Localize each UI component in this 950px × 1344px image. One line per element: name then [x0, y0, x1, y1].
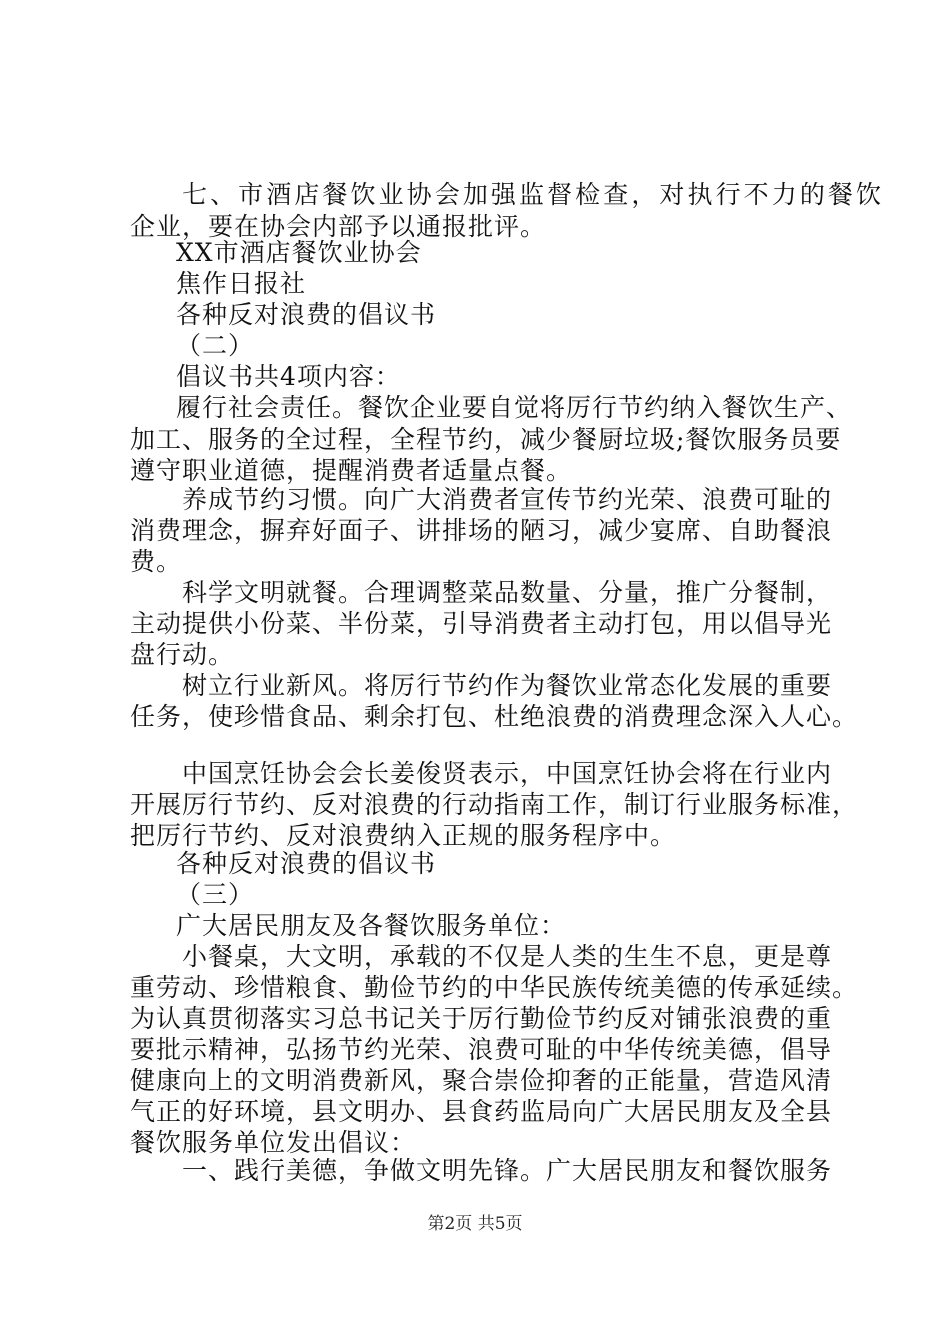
text-line: 焦作日报社 [176, 269, 307, 298]
text-line: 加工、服务的全过程，全程节约，减少餐厨垃圾;餐饮服务员要 [130, 425, 842, 454]
text-line: 主动提供小份菜、半份菜，引导消费者主动打包，用以倡导光 [130, 609, 833, 638]
text-line: 餐饮服务单位发出倡议： [130, 1128, 417, 1157]
text-line: （三） [176, 880, 255, 909]
text-line: 要批示精神，弘扬节约光荣、浪费可耻的中华传统美德，倡导 [130, 1035, 833, 1064]
text-line: 气正的好环境，县文明办、县食药监局向广大居民朋友及全县 [130, 1097, 833, 1126]
text-line: 为认真贯彻落实习总书记关于厉行勤俭节约反对铺张浪费的重 [130, 1004, 833, 1033]
text-line: 广大居民朋友及各餐饮服务单位： [176, 911, 567, 940]
text-line: 科学文明就餐。合理调整菜品数量、分量，推广分餐制， [182, 578, 833, 607]
text-line: 企业，要在协会内部予以通报批评。 [130, 212, 547, 241]
text-line: 一、践行美德，争做文明先锋。广大居民朋友和餐饮服务 [182, 1156, 833, 1185]
text-line: 把厉行节约、反对浪费纳入正规的服务程序中。 [130, 821, 677, 850]
text-line: 遵守职业道德，提醒消费者适量点餐。 [130, 456, 573, 485]
text-line: 任务，使珍惜食品、剩余打包、杜绝浪费的消费理念深入人心。 [130, 702, 859, 731]
text-line: 各种反对浪费的倡议书 [176, 849, 437, 878]
text-line: 中国烹饪协会会长姜俊贤表示，中国烹饪协会将在行业内 [182, 759, 833, 788]
text-line: 盘行动。 [130, 640, 235, 669]
text-line: 消费理念，摒弃好面子、讲排场的陋习，减少宴席、自助餐浪 [130, 516, 833, 545]
text-line: （二） [176, 331, 255, 360]
text-line: 树立行业新风。将厉行节约作为餐饮业常态化发展的重要 [182, 671, 833, 700]
text-line: 各种反对浪费的倡议书 [176, 300, 437, 329]
text-line: 开展厉行节约、反对浪费的行动指南工作，制订行业服务标准， [130, 790, 859, 819]
page-number: 第2页 共5页 [427, 1214, 523, 1234]
text-line: 费。 [130, 547, 183, 576]
text-line: 小餐桌，大文明，承载的不仅是人类的生生不息，更是尊 [182, 942, 833, 971]
text-line: 七、市酒店餐饮业协会加强监督检查，对执行不力的餐饮 [182, 180, 882, 209]
text-line: 履行社会责任。餐饮企业要自觉将厉行节约纳入餐饮生产、 [176, 393, 853, 422]
text-line: 倡议书共4项内容： [176, 362, 401, 391]
text-line: XX市酒店餐饮业协会 [176, 238, 422, 267]
text-line: 重劳动、珍惜粮食、勤俭节约的中华民族传统美德的传承延续。 [130, 973, 859, 1002]
text-line: 养成节约习惯。向广大消费者宣传节约光荣、浪费可耻的 [182, 485, 833, 514]
text-line: 健康向上的文明消费新风，聚合崇俭抑奢的正能量，营造风清 [130, 1066, 833, 1095]
